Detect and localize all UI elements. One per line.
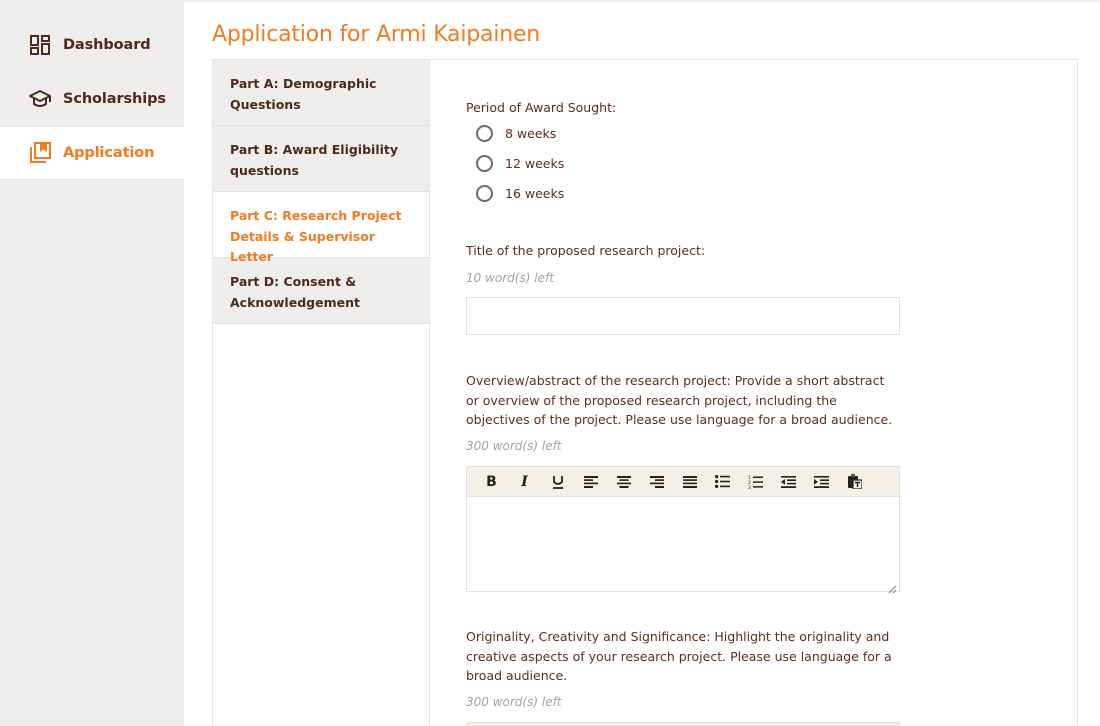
title-input[interactable]	[466, 297, 900, 335]
bulleted-list-button[interactable]	[706, 469, 739, 495]
radio-label: 12 weeks	[505, 156, 565, 171]
resize-handle-icon[interactable]	[887, 579, 897, 589]
overview-word-count: 300 word(s) left	[466, 439, 562, 453]
period-label: Period of Award Sought:	[466, 100, 617, 115]
svg-text:1: 1	[748, 475, 751, 481]
numbered-list-button[interactable]	[739, 469, 772, 495]
application-card	[212, 59, 1078, 726]
radio-16-weeks[interactable]	[466, 179, 616, 209]
sidebar-item-application[interactable]	[0, 126, 184, 180]
sidebar-item-scholarships[interactable]	[0, 72, 184, 126]
tab-part-a[interactable]: Part A: Demographic Questions	[213, 60, 429, 126]
svg-text:2: 2	[748, 480, 751, 486]
sidebar	[0, 2, 184, 726]
radio-button[interactable]	[476, 155, 493, 172]
originality-label: Originality, Creativity and Significance: Highlight the originality and creative aspects of your research project. Please use language for a broad audience.	[466, 629, 892, 683]
radio-button[interactable]	[476, 125, 493, 142]
page-title: Application for Armi Kaipainen	[212, 22, 541, 47]
tab-part-d[interactable]: Part D: Consent & Acknowledgement	[213, 258, 429, 324]
graduation-cap-icon	[28, 87, 52, 111]
overview-editor-body[interactable]	[467, 497, 899, 591]
originality-word-count: 300 word(s) left	[466, 695, 562, 709]
period-question	[466, 98, 616, 209]
tabs-divider	[429, 60, 430, 726]
tab-part-b[interactable]: Part B: Award Eligibility questions	[213, 126, 429, 192]
italic-button[interactable]: I	[521, 473, 528, 490]
tab-part-c[interactable]: Part C: Research Project Details & Supervisor Letter	[213, 192, 429, 258]
sidebar-item-dashboard[interactable]	[0, 18, 184, 72]
bold-button[interactable]: B	[486, 473, 497, 490]
svg-text:3: 3	[748, 485, 751, 489]
underline-button[interactable]	[541, 469, 574, 495]
paste-as-text-button[interactable]	[838, 469, 871, 495]
dashboard-grid-icon	[28, 33, 52, 57]
justify-button[interactable]	[673, 469, 706, 495]
indent-button[interactable]	[805, 469, 838, 495]
radio-12-weeks[interactable]	[466, 149, 616, 179]
title-word-count: 10 word(s) left	[466, 271, 554, 285]
section-tabs	[213, 60, 429, 324]
overview-label: Overview/abstract of the research project: Provide a short abstract or overview of the proposed research project, including the objectives of the project. Please use language for a broad audience.	[466, 373, 893, 427]
radio-button[interactable]	[476, 185, 493, 202]
align-center-button[interactable]	[607, 469, 640, 495]
align-left-button[interactable]	[574, 469, 607, 495]
align-right-button[interactable]	[640, 469, 673, 495]
application-stack-icon	[28, 141, 52, 165]
title-label: Title of the proposed research project:	[466, 243, 706, 258]
originality-rich-text-editor	[466, 722, 900, 726]
overview-rich-text-editor	[466, 466, 900, 592]
radio-label: 8 weeks	[505, 126, 557, 141]
sidebar-item-label: Application	[63, 145, 155, 161]
sidebar-item-label: Dashboard	[63, 37, 151, 53]
radio-8-weeks[interactable]	[466, 119, 616, 149]
editor-toolbar	[467, 467, 899, 497]
sidebar-item-label: Scholarships	[63, 91, 166, 107]
radio-label: 16 weeks	[505, 186, 565, 201]
outdent-button[interactable]	[772, 469, 805, 495]
